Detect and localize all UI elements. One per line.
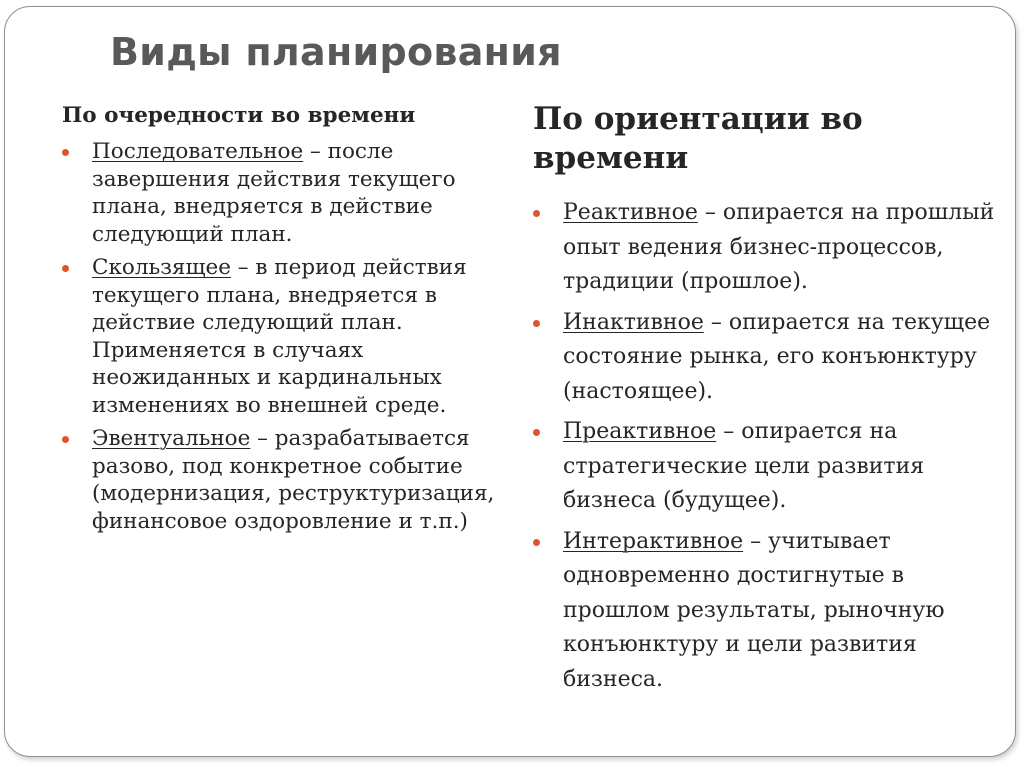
right-column bbox=[533, 100, 1008, 703]
bullet-item-rolling bbox=[62, 254, 512, 419]
definition-inactive: – опирается на текущее состояние рынка, его конъюнктуру (настоящее). bbox=[563, 309, 991, 404]
bullet-item-eventual bbox=[62, 425, 512, 535]
term-sequential: Последовательное bbox=[92, 139, 304, 164]
right-column-heading: По ориентации во времени bbox=[533, 101, 863, 176]
term-inactive: Инактивное bbox=[563, 309, 704, 335]
bullet-dot-icon bbox=[533, 539, 540, 546]
definition-rolling: – в период действия текущего плана, внедряется в действие следующий план. Применяется в случаях неожиданных и кардинальных изменениях во внешней среде. bbox=[92, 255, 467, 418]
definition-preactive: – опирается на стратегические цели развития бизнеса (будущее). bbox=[563, 419, 925, 513]
definition-interactive: – учитывает одновременно достигнутые в прошлом результаты, рыночную конъюнктуру и цели развития бизнеса. bbox=[563, 528, 945, 692]
bullet-dot-icon bbox=[62, 436, 69, 443]
definition-reactive: – опирается на прошлый опыт ведения бизнес-процессов, традиции (прошлое). bbox=[563, 200, 995, 294]
bullet-dot-icon bbox=[533, 429, 540, 436]
slide-title: Виды планирования bbox=[110, 30, 562, 74]
definition-eventual: – разрабатывается разово, под конкретное событие (модернизация, реструктуризация, финансовое оздоровление и т.п.) bbox=[92, 426, 495, 534]
left-bullet-list bbox=[62, 138, 512, 535]
bullet-item-preactive bbox=[533, 415, 1008, 519]
right-bullet-list bbox=[533, 196, 1008, 697]
bullet-item-inactive bbox=[533, 306, 1008, 410]
term-rolling: Скользящее bbox=[92, 255, 231, 280]
bullet-dot-icon bbox=[533, 210, 540, 217]
bullet-item-interactive bbox=[533, 525, 1008, 698]
bullet-dot-icon bbox=[62, 265, 69, 272]
left-column bbox=[62, 102, 512, 541]
definition-sequential: – после завершения действия текущего плана, внедряется в действие следующий план. bbox=[92, 139, 456, 247]
term-preactive: Преактивное bbox=[563, 419, 717, 444]
bullet-dot-icon bbox=[62, 149, 69, 156]
term-eventual: Эвентуальное bbox=[92, 426, 251, 451]
bullet-item-reactive bbox=[533, 196, 1008, 300]
term-reactive: Реактивное bbox=[563, 200, 698, 225]
term-interactive: Интерактивное bbox=[563, 528, 744, 554]
bullet-dot-icon bbox=[533, 320, 540, 327]
bullet-item-sequential bbox=[62, 138, 512, 248]
left-column-heading: По очередности во времени bbox=[62, 103, 416, 128]
